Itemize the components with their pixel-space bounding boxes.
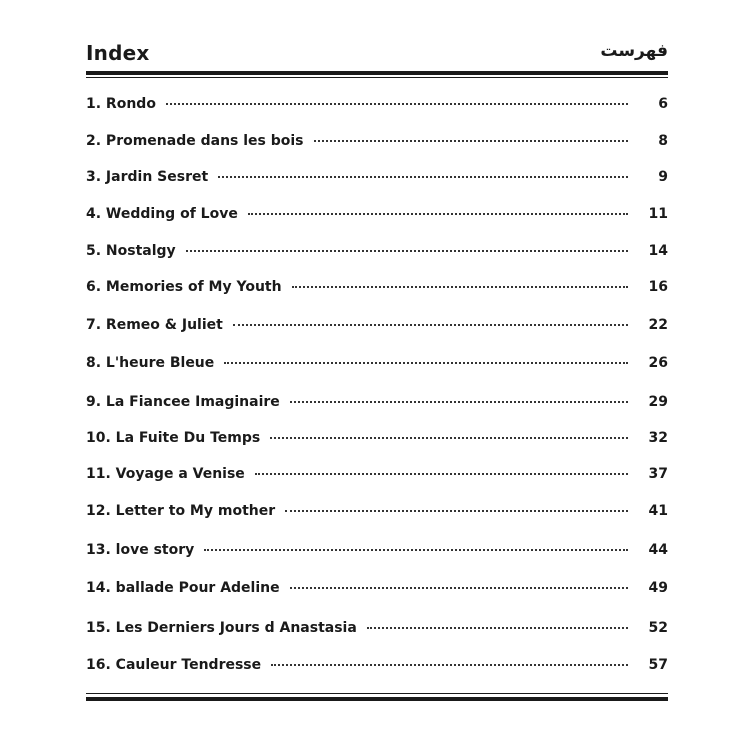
index-entry — [86, 240, 668, 262]
dot-leader — [218, 176, 628, 178]
entry-title: 4. Wedding of Love — [86, 206, 238, 222]
index-entry — [86, 314, 668, 336]
dot-leader — [285, 510, 628, 512]
entry-title: 16. Cauleur Tendresse — [86, 657, 262, 673]
dot-leader — [314, 140, 628, 142]
index-entry — [86, 276, 668, 298]
dot-leader — [271, 664, 628, 666]
footer-divider-thin — [86, 693, 668, 694]
dot-leader — [233, 324, 628, 326]
index-entry — [86, 577, 668, 599]
entry-page-number: 8 — [658, 133, 668, 149]
dot-leader — [224, 362, 628, 364]
entry-title: 11. Voyage a Venise — [86, 466, 245, 482]
entry-page-number: 26 — [648, 355, 668, 371]
entry-page-number: 6 — [658, 96, 668, 112]
entry-page-number: 44 — [648, 542, 668, 558]
entry-page-number: 41 — [648, 503, 668, 519]
index-entry — [86, 352, 668, 374]
dot-leader — [290, 401, 628, 403]
dot-leader — [255, 473, 628, 475]
index-entry — [86, 539, 668, 561]
entry-page-number: 16 — [648, 279, 668, 295]
index-list — [86, 0, 668, 750]
entry-page-number: 52 — [648, 620, 668, 636]
entry-page-number: 22 — [648, 317, 668, 333]
entry-title: 2. Promenade dans les bois — [86, 133, 304, 149]
entry-page-number: 57 — [648, 657, 668, 673]
entry-title: 12. Letter to My mother — [86, 503, 276, 519]
dot-leader — [367, 627, 628, 629]
entry-title: 9. La Fiancee Imaginaire — [86, 394, 280, 410]
entry-page-number: 37 — [648, 466, 668, 482]
entry-title: 13. love story — [86, 542, 195, 558]
entry-page-number: 49 — [648, 580, 668, 596]
entry-page-number: 32 — [648, 430, 668, 446]
index-entry — [86, 130, 668, 152]
index-entry — [86, 391, 668, 413]
entry-title: 6. Memories of My Youth — [86, 279, 282, 295]
entry-title: 1. Rondo — [86, 96, 156, 112]
footer-divider-thick — [86, 697, 668, 701]
entry-title: 10. La Fuite Du Temps — [86, 430, 261, 446]
entry-title: 14. ballade Pour Adeline — [86, 580, 280, 596]
entry-title: 3. Jardin Sesret — [86, 169, 209, 185]
index-entry — [86, 93, 668, 115]
entry-title: 5. Nostalgy — [86, 243, 176, 259]
footer-divider — [86, 693, 668, 701]
dot-leader — [166, 103, 628, 105]
index-entry — [86, 500, 668, 522]
dot-leader — [270, 437, 628, 439]
entry-page-number: 14 — [648, 243, 668, 259]
dot-leader — [292, 286, 628, 288]
entry-title: 15. Les Derniers Jours d Anastasia — [86, 620, 357, 636]
dot-leader — [204, 549, 628, 551]
dot-leader — [248, 213, 628, 215]
page-title: Index — [86, 41, 150, 65]
entry-page-number: 9 — [658, 169, 668, 185]
index-page — [86, 0, 668, 750]
index-entry — [86, 203, 668, 225]
entry-page-number: 29 — [648, 394, 668, 410]
entry-title: 7. Remeo & Juliet — [86, 317, 223, 333]
index-entry — [86, 166, 668, 188]
index-entry — [86, 463, 668, 485]
index-entry — [86, 427, 668, 449]
dot-leader — [186, 250, 628, 252]
entry-page-number: 11 — [648, 206, 668, 222]
index-entry — [86, 617, 668, 639]
page-title-persian: فهرست — [600, 41, 668, 61]
dot-leader — [290, 587, 628, 589]
entry-title: 8. L'heure Bleue — [86, 355, 215, 371]
index-entry — [86, 654, 668, 676]
